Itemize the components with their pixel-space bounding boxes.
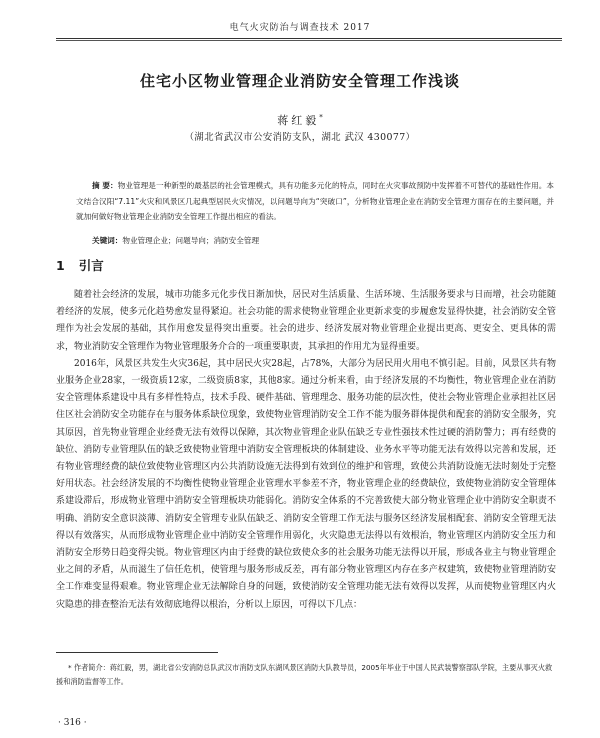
section-title: 引言	[78, 258, 104, 273]
footnote-rule	[56, 652, 218, 653]
author-affiliation: （湖北省武汉市公安消防支队，湖北 武汉 430077）	[184, 132, 416, 143]
running-header: 电气火灾防治与调查技术 2017	[229, 23, 371, 33]
body-paragraph: 2016年，风景区共发生火灾36起，其中居民火灾28起，占78%，大部分为居民用火用电不慎引起。目前，风景区共有物业服务企业28家，一级资质12家，二级资质8家，其他8家。通过分析来看，由于经济发展的不均衡性，物业管理企业在消防安全管理体系建设中具有多样性特点，技术手段、硬件基础、管理理念、服务功能的层次性，使社会物业管理企业承担社区居住区社会消防安全功能存在与服务体系缺位现象，致使物业管理消防安全工作不能为服务群体提供和配套的消防安全服务，究其原因，首先物业管理企业经费无法有效得以保障，其次物业管理企业队伍缺乏专业性强技术性过硬的消防警力；再有经费的缺位、消防专业管理队伍的缺乏致使物业管理中消防安全管理板块的体制建设、业务水平等功能无法有效得以完善和发展，还有物业管理经费的缺位致使物业管理区内公共消防设施无法得到有效到位的维护和管理，致使公共消防设施无法时刻处于完整好用状态。社会经济发展的不均衡性使物业管理企业管理水平参差不齐，物业管理企业的经费缺位，致使物业消防安全管理体系建设滞后，形成物业管理中消防安全管理板块功能弱化。消防安全体系的不完善致使大部分物业管理企业中消防安全职责不明确、消防安全意识淡薄、消防安全管理专业队伍缺乏、消防安全管理工作无法与服务区经济发展相配套、消防安全管理无法得以有效落实，从而形成物业管理企业中消防安全管理作用弱化，火灾隐患无法得以有效根治，物业管理区内消防安全压力和消防安全形势日趋变得尖锐。物业管理区内由于经费的缺位致使众多的社会服务功能无法得以开展，形成各业主与物业管理企业之间的矛盾，从而滋生了信任危机，使管理与服务形成反差，再有部分物业管理区内存在多产权建筑，致使物业管理消防安全工作难变显得艰难。物业管理企业无法解除自身的问题，致使消防安全管理功能无法有效得以发挥，从而使物业管理区内火灾隐患的排查整治无法有效彻底地得以根治，分析以上原因，可得以下几点：	[56, 358, 556, 610]
article-title: 住宅小区物业管理企业消防安全管理工作浅谈	[139, 72, 460, 90]
author-line	[0, 112, 600, 128]
header-rule-thin	[56, 40, 562, 41]
footnote-text: 蒋红毅，男，湖北省公安消防总队武汉市消防支队东湖风景区消防大队教导员，2005年毕业于中国人民武装警察部队学院，主要从事灭火救援和消防监督等工作。	[56, 663, 553, 686]
abstract-label: 摘 要：	[92, 181, 118, 190]
body-text	[56, 287, 556, 614]
section-heading	[56, 256, 104, 274]
author-name: 蒋红毅	[277, 114, 320, 127]
header-rule	[56, 38, 562, 39]
author-footnote-mark: *	[319, 113, 323, 122]
keywords-text: 物业管理企业；问题导向；消防安全管理	[122, 236, 260, 245]
keywords-label: 关键词：	[92, 236, 123, 245]
keywords	[92, 235, 552, 246]
abstract	[76, 178, 554, 225]
footnote-label: * 作者简介：	[68, 663, 110, 672]
body-paragraph: 随着社会经济的发展，城市功能多元化步伐日渐加快，居民对生活质量、生活环境、生活服务要求与日而增，社会功能随着经济的发展，使多元化趋势愈发显得紧迫。社会功能的需求使物业管理企业更新求变的步履愈发显得快捷，社会消防安全管理作为社会发展的基础，其作用愈发显得突出重要。社会的进步、经济发展对物业管理企业提出更高、更安全、更具体的需求，物业消防安全管理作为物业管理服务介合的一项重要职责，其承担的作用尤为显得重要。	[56, 290, 556, 352]
section-number: 1	[56, 258, 65, 273]
page-number: · 316 ·	[58, 718, 87, 728]
abstract-text: 物业管理是一种新型的最基层的社会管理模式，具有功能多元化的特点，同时在火灾事故预防中发挥着不可替代的基础性作用。本文结合汉阳“7.11”火灾和风景区几起典型居民火灾情况，以问题导向为“突破口”，分析物业管理企业在消防安全管理方面存在的主要问题，并就加何做好物业管理企业消防安全管理工作提出相应的看法。	[76, 181, 554, 222]
author-footnote	[56, 661, 556, 689]
